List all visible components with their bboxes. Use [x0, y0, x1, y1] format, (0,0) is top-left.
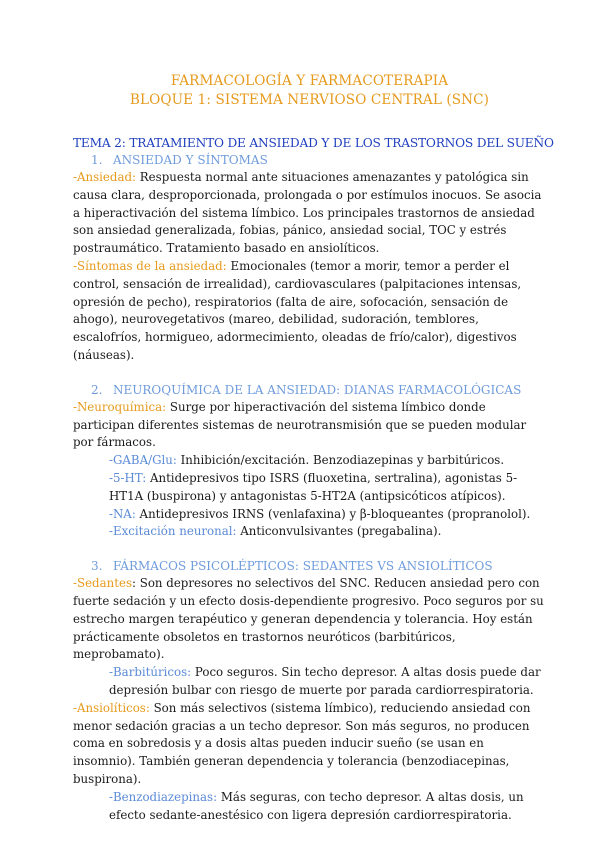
section-heading-1 — [73, 152, 546, 169]
term-benzodiazepinas: -Benzodiazepinas: — [109, 789, 218, 804]
section-title: NEUROQUÍMICA DE LA ANSIEDAD: DIANAS FARMACOLÓGICAS — [113, 382, 522, 397]
section-heading-2 — [73, 382, 546, 399]
definition-5ht: Antidepresivos tipo ISRS (fluoxetina, sertralina), agonistas 5-HT1A (buspirona) y antagonistas 5-HT2A (antipsicóticos atípicos). — [109, 470, 518, 503]
section-heading-3 — [73, 558, 546, 575]
paragraph-benzodiazepinas — [73, 789, 546, 825]
section-spacer — [73, 541, 546, 558]
term-gaba: -GABA/Glu: — [109, 453, 177, 468]
section-number: 2. — [91, 382, 103, 397]
topic-title: TEMA 2: TRATAMIENTO DE ANSIEDAD Y DE LOS TRASTORNOS DEL SUEÑO — [73, 136, 554, 150]
paragraph-5ht — [73, 470, 546, 506]
paragraph-excitacion — [73, 523, 546, 541]
term-5ht: -5-HT: — [109, 470, 147, 485]
definition-sintomas: Emocionales (temor a morir, temor a perder el control, sensación de irrealidad), cardiovasculares (palpitaciones intensas, opresión de pecho), respiratorios (falta de aire, sofocación, sensación de ahogo), neurovegetativos (mareo, debilidad, sudoración, temblores, escalofríos, hormigueo, adormecimiento, oleadas de frío/calor), digestivos (náuseas). — [73, 258, 522, 362]
term-sedantes: -Sedantes — [73, 576, 133, 591]
paragraph-ansioliticos — [73, 700, 546, 789]
definition-barbituricos: Poco seguros. Sin techo depresor. A altas dosis puede dar depresión bulbar con riesgo de muerte por parada cardiorrespiratoria. — [109, 665, 541, 697]
term-ansiedad: -Ansiedad: — [73, 170, 137, 184]
term-excitacion: -Excitación neuronal: — [109, 524, 237, 539]
definition-benzodiazepinas: Más seguras, con techo depresor. A altas dosis, un efecto sedante-anestésico con ligera depresión cardiorrespiratoria. — [109, 789, 524, 822]
definition-sedantes: : Son depresores no selectivos del SNC. Reducen ansiedad pero con fuerte sedación y un efecto dosis-dependiente progresivo. Poco seguros por su estrecho margen terapéutico y generan dependencia y tolerancia. Hoy están prácticamente obsoletos en trastornos neuróticos (barbitúricos, meprobamato). — [73, 576, 544, 662]
term-sintomas: -Síntomas de la ansiedad: — [73, 258, 227, 273]
paragraph-sintomas — [73, 258, 546, 365]
definition-excitacion: Anticonvulsivantes (pregabalina). — [236, 524, 442, 539]
section-spacer — [73, 365, 546, 382]
term-ansioliticos: -Ansiolíticos: — [73, 700, 150, 715]
section-title: ANSIEDAD Y SÍNTOMAS — [113, 153, 268, 167]
definition-na: Antidepresivos IRNS (venlafaxina) y β-bloqueantes (propranolol). — [135, 506, 531, 521]
paragraph-barbituricos — [73, 664, 546, 700]
course-title: FARMACOLOGÍA Y FARMACOTERAPIA — [170, 73, 449, 89]
definition-gaba: Inhibición/excitación. Benzodiazepinas y barbitúricos. — [176, 453, 505, 468]
section-number: 3. — [91, 559, 103, 574]
definition-neuroquimica: Surge por hiperactivación del sistema límbico donde participan diferentes sistemas de neurotransmisión que se pueden modular por fármacos. — [73, 399, 527, 450]
definition-ansioliticos: Son más selectivos (sistema límbico), reduciendo ansiedad con menor sedación gracias a un techo depresor. Son más seguros, no producen coma en sobredosis y a dosis altas pueden inducir sueño (se usan en insomnio). También generan dependencia y tolerancia (benzodiacepinas, buspirona). — [73, 700, 531, 786]
section-number: 1. — [91, 153, 103, 167]
term-neuroquimica: -Neuroquímica: — [73, 399, 167, 414]
section-title: FÁRMACOS PSICOLÉPTICOS: SEDANTES VS ANSIOLÍTICOS — [113, 559, 493, 574]
paragraph-sedantes — [73, 575, 546, 664]
paragraph-na — [73, 506, 546, 524]
definition-ansiedad: Respuesta normal ante situaciones amenazantes y patológica sin causa clara, desproporcionada, prolongada o por estímulos inocuos. Se asocia a hiperactivación del sistema límbico. Los principales trastornos de ansiedad son ansiedad generalizada, fobias, pánico, ansiedad social, TOC y estrés postraumático. Tratamiento basado en ansiolíticos. — [73, 170, 542, 256]
paragraph-neuroquimica — [73, 399, 546, 452]
paragraph-gaba — [73, 452, 546, 470]
term-barbituricos: -Barbitúricos: — [109, 665, 192, 680]
block-title: BLOQUE 1: SISTEMA NERVIOSO CENTRAL (SNC) — [129, 92, 490, 108]
term-na: -NA: — [109, 506, 136, 521]
paragraph-ansiedad — [73, 169, 546, 258]
